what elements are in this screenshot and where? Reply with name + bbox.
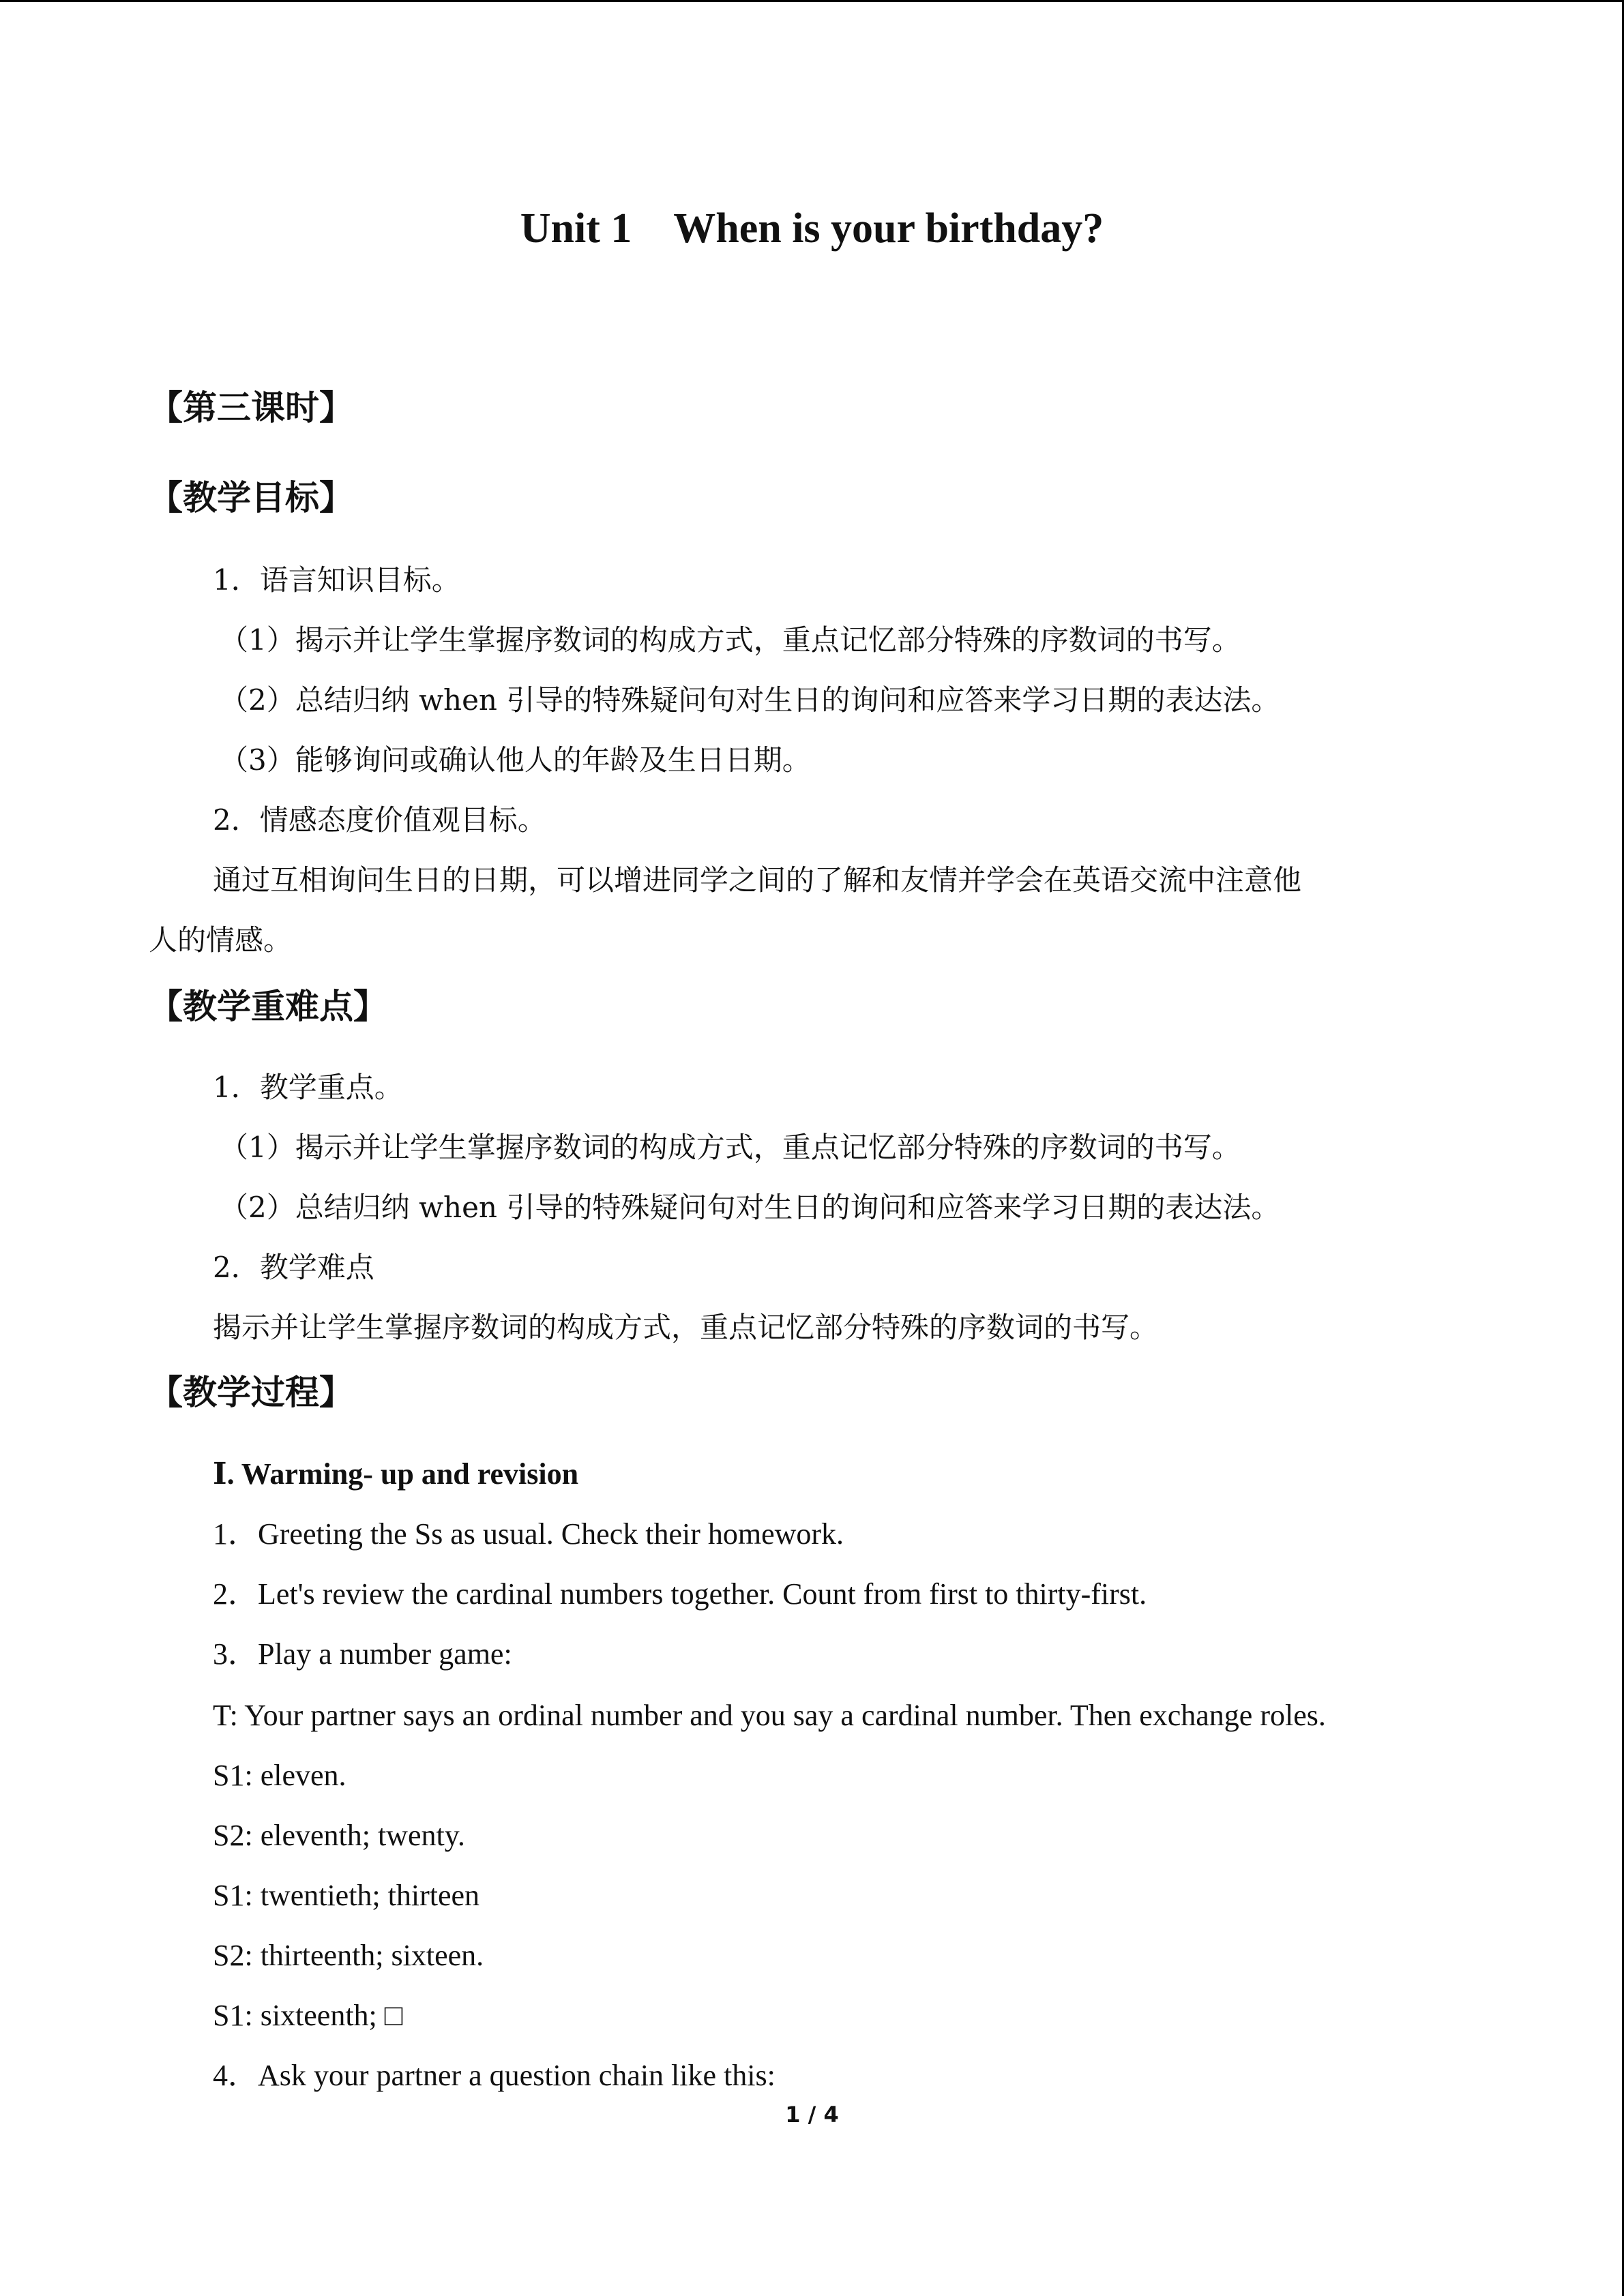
objectives-sub-1: （1）揭示并让学生掌握序数词的构成方式，重点记忆部分特殊的序数词的书写。: [220, 623, 1241, 657]
dialogue-line: S1: eleven.: [213, 1759, 346, 1792]
page-number: 1 / 4: [785, 2102, 839, 2128]
objectives-paragraph-line-1: 通过互相询问生日的日期，可以增进同学之间的了解和友情并学会在英语交流中注意他: [213, 863, 1302, 897]
dialogue-line: S2: thirteenth; sixteen.: [213, 1939, 484, 1972]
objectives-sub-3: （3）能够询问或确认他人的年龄及生日日期。: [220, 743, 811, 777]
objectives-item-1: 1．语言知识目标。: [213, 563, 460, 597]
key-points-paragraph: 揭示并让学生掌握序数词的构成方式，重点记忆部分特殊的序数词的书写。: [213, 1311, 1159, 1344]
process-step-2: 2．Let's review the cardinal numbers together. Count from first to thirty-first.: [213, 1577, 1147, 1611]
process-heading: 【教学过程】: [149, 1373, 353, 1412]
dialogue-line: S2: eleventh; twenty.: [213, 1819, 465, 1852]
objectives-paragraph-line-2: 人的情感。: [149, 923, 293, 957]
key-points-sub-1: （1）揭示并让学生掌握序数词的构成方式，重点记忆部分特殊的序数词的书写。: [220, 1131, 1241, 1164]
process-section-1: Ⅰ. Warming- up and revision: [213, 1457, 579, 1491]
dialogue-line: S1: twentieth; thirteen: [213, 1879, 480, 1912]
process-teacher-line: T: Your partner says an ordinal number and you say a cardinal number. Then exchange roles.: [213, 1699, 1326, 1732]
lesson-heading: 【第三课时】: [149, 388, 353, 428]
dialogue-line: S1: sixteenth; □: [213, 1999, 403, 2032]
key-points-sub-2: （2）总结归纳 when 引导的特殊疑问句对生日的询问和应答来学习日期的表达法。: [220, 1191, 1280, 1224]
objectives-heading: 【教学目标】: [149, 478, 353, 518]
key-points-heading: 【教学重难点】: [149, 987, 387, 1026]
process-step-1: 1．Greeting the Ss as usual. Check their homework.: [213, 1517, 844, 1551]
objectives-item-2: 2．情感态度价值观目标。: [213, 803, 546, 837]
process-step-4: 4．Ask your partner a question chain like this:: [213, 2059, 776, 2092]
document-title: Unit 1 When is your birthday?: [520, 205, 1104, 252]
page-top-border: [0, 0, 1624, 2]
objectives-sub-2: （2）总结归纳 when 引导的特殊疑问句对生日的询问和应答来学习日期的表达法。: [220, 683, 1280, 717]
process-step-3: 3．Play a number game:: [213, 1637, 512, 1671]
key-points-item-1: 1．教学重点。: [213, 1071, 403, 1104]
key-points-item-2: 2．教学难点: [213, 1251, 374, 1284]
